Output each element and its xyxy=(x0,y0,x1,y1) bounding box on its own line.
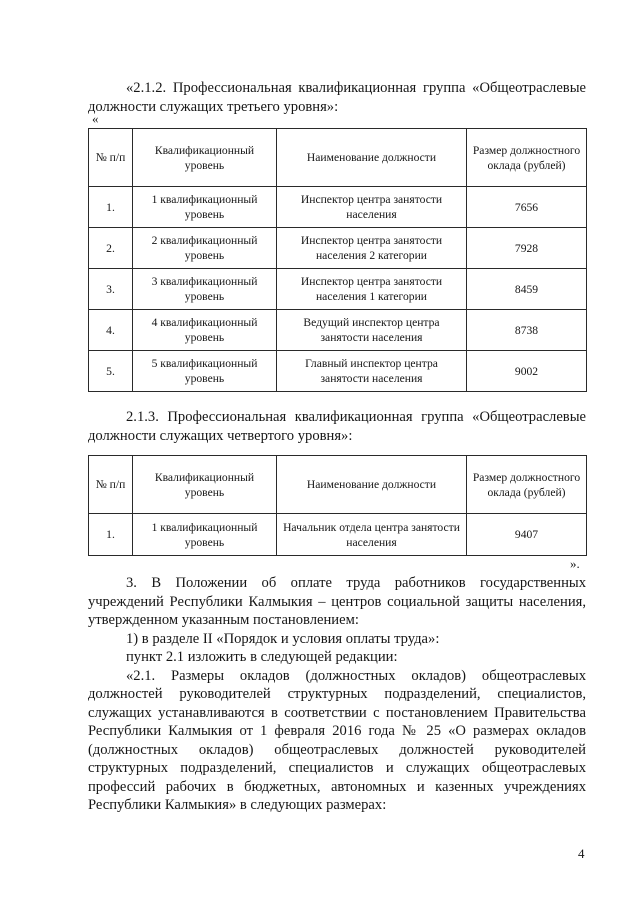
row-level: 4 квалификационный уровень xyxy=(133,310,277,351)
table-row xyxy=(89,514,587,556)
row-level: 2 квалификационный уровень xyxy=(133,228,277,269)
header-salary: Размер должностного оклада (рублей) xyxy=(467,456,587,514)
row-number: 1. xyxy=(89,187,133,228)
row-position: Ведущий инспектор центра занятости населения xyxy=(277,310,467,351)
row-number: 4. xyxy=(89,310,133,351)
table-header-row xyxy=(89,456,587,514)
header-level: Квалификационный уровень xyxy=(133,456,277,514)
row-number: 3. xyxy=(89,269,133,310)
header-number: № п/п xyxy=(89,456,133,514)
table-header-row xyxy=(89,129,587,187)
row-salary: 7656 xyxy=(467,187,587,228)
open-quote-mark: « xyxy=(92,111,99,126)
table-row xyxy=(89,228,587,269)
row-position: Главный инспектор центра занятости населения xyxy=(277,351,467,392)
header-number: № п/п xyxy=(89,129,133,187)
row-salary: 9002 xyxy=(467,351,587,392)
section-2-1-3-heading: 2.1.3. Профессиональная квалификационная группа «Общеотраслевые должности служащих четвертого уровня»: xyxy=(88,409,586,444)
header-level: Квалификационный уровень xyxy=(133,129,277,187)
item-3-quote-2-1: «2.1. Размеры окладов (должностных окладов) общеотраслевых должностей руководителей структурных подразделений, специалистов, служащих устанавливаются в соответствии с постановлением Правительства Республики Калмыкия от 1 февраля 2016 года № 25 «О размерах окладов (должностных окладов) общеотраслевых должностей руководителей структурных подразделений, специалистов и служащих общеотраслевых профессий рабочих в бюджетных, автономных и казенных учреждениях Республики Калмыкия» в следующих размерах: xyxy=(88,667,586,813)
table-row xyxy=(89,351,587,392)
table-row xyxy=(89,310,587,351)
header-position: Наименование должности xyxy=(277,129,467,187)
row-position: Инспектор центра занятости населения xyxy=(277,187,467,228)
row-salary: 7928 xyxy=(467,228,587,269)
row-position: Инспектор центра занятости населения 1 категории xyxy=(277,269,467,310)
row-salary: 8459 xyxy=(467,269,587,310)
row-level: 1 квалификационный уровень xyxy=(133,514,277,556)
table-row xyxy=(89,269,587,310)
row-level: 5 квалификационный уровень xyxy=(133,351,277,392)
row-level: 1 квалификационный уровень xyxy=(133,187,277,228)
page-number: 4 xyxy=(578,846,585,861)
row-position: Начальник отдела центра занятости населения xyxy=(277,514,467,556)
item-3-block xyxy=(88,574,586,815)
table-group-4 xyxy=(88,455,587,556)
row-level: 3 квалификационный уровень xyxy=(133,269,277,310)
row-salary: 9407 xyxy=(467,514,587,556)
row-number: 5. xyxy=(89,351,133,392)
item-3-subitem-1-text: пункт 2.1 изложить в следующей редакции: xyxy=(126,649,398,665)
header-position: Наименование должности xyxy=(277,456,467,514)
table-group-3 xyxy=(88,128,587,392)
item-3-subitem-1: 1) в разделе II «Порядок и условия оплаты труда»: xyxy=(126,630,440,647)
close-quote-mark: ». xyxy=(570,556,580,571)
row-number: 1. xyxy=(89,514,133,556)
row-number: 2. xyxy=(89,228,133,269)
row-position: Инспектор центра занятости населения 2 категории xyxy=(277,228,467,269)
table-row xyxy=(89,187,587,228)
header-salary: Размер должностного оклада (рублей) xyxy=(467,129,587,187)
item-3-intro: 3. В Положении об оплате труда работников государственных учреждений Республики Калмыкия – центров социальной защиты населения, утвержденном указанным постановлением: xyxy=(88,575,586,628)
section-2-1-2-heading: «2.1.2. Профессиональная квалификационная группа «Общеотраслевые должности служащих третьего уровня»: xyxy=(88,80,586,115)
row-salary: 8738 xyxy=(467,310,587,351)
